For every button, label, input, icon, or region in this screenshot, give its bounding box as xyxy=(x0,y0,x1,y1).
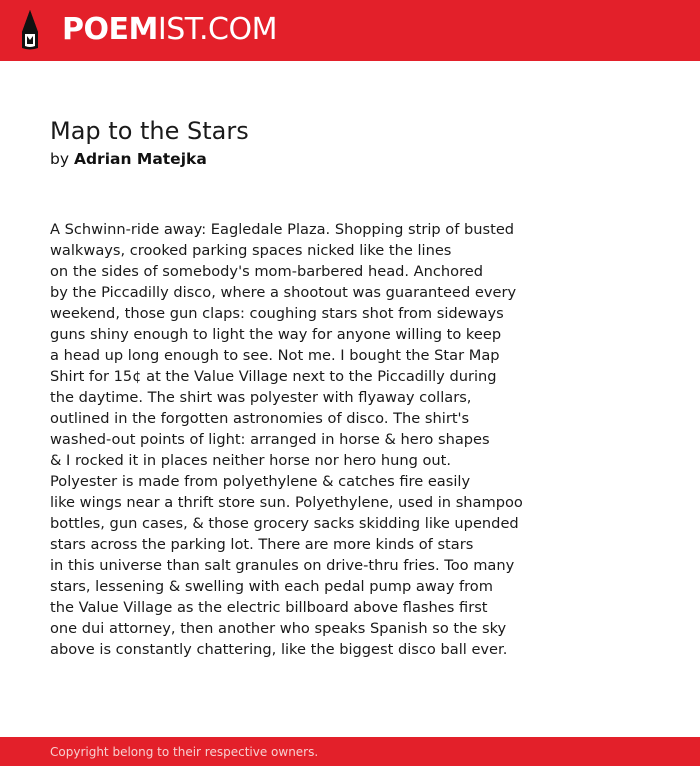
poem-line: a head up long enough to see. Not me. I bought the Star Map xyxy=(50,347,500,364)
poem-byline xyxy=(50,149,207,169)
poem-line: Polyester is made from polyethylene & catches fire easily xyxy=(50,473,471,490)
poem-line: like wings near a thrift store sun. Polyethylene, used in shampoo xyxy=(50,494,523,511)
poem-line: outlined in the forgotten astronomies of disco. The shirt's xyxy=(50,410,470,427)
logo-text-light: IST.COM xyxy=(157,12,277,47)
poem-line: above is constantly chattering, like the biggest disco ball ever. xyxy=(50,641,508,658)
poem-body xyxy=(50,219,523,660)
poem-line: by the Piccadilly disco, where a shootout was guaranteed every xyxy=(50,284,517,301)
poem-line: guns shiny enough to light the way for anyone willing to keep xyxy=(50,326,502,343)
poem-line: walkways, crooked parking spaces nicked like the lines xyxy=(50,242,452,259)
by-label: by xyxy=(50,150,70,168)
poem-line: A Schwinn-ride away: Eagledale Plaza. Shopping strip of busted xyxy=(50,221,515,238)
poem-line: one dui attorney, then another who speaks Spanish so the sky xyxy=(50,620,507,637)
poem-line: weekend, those gun claps: coughing stars shot from sideways xyxy=(50,305,504,322)
logo-text-bold: POEM xyxy=(62,12,158,47)
pencil-tip-icon[interactable] xyxy=(18,10,42,50)
poem-line: & I rocked it in places neither horse nor hero hung out. xyxy=(50,452,452,469)
poem-line: washed-out points of light: arranged in horse & hero shapes xyxy=(50,431,490,448)
site-header xyxy=(0,0,700,61)
poem-line: Shirt for 15¢ at the Value Village next to the Piccadilly during xyxy=(50,368,497,385)
poem-line: stars across the parking lot. There are more kinds of stars xyxy=(50,536,474,553)
site-logo[interactable] xyxy=(62,12,277,48)
poem-line: in this universe than salt granules on drive-thru fries. Too many xyxy=(50,557,515,574)
site-footer xyxy=(0,737,700,766)
poem-line: stars, lessening & swelling with each pedal pump away from xyxy=(50,578,493,595)
poem-line: the Value Village as the electric billboard above flashes first xyxy=(50,599,488,616)
poem-line: the daytime. The shirt was polyester with flyaway collars, xyxy=(50,389,472,406)
poem-author: Adrian Matejka xyxy=(73,150,207,168)
poem-title: Map to the Stars xyxy=(50,117,249,145)
poem-line: bottles, gun cases, & those grocery sacks skidding like upended xyxy=(50,515,519,532)
poem-line: on the sides of somebody's mom-barbered head. Anchored xyxy=(50,263,484,280)
copyright-notice: Copyright belong to their respective owners. xyxy=(50,745,319,759)
